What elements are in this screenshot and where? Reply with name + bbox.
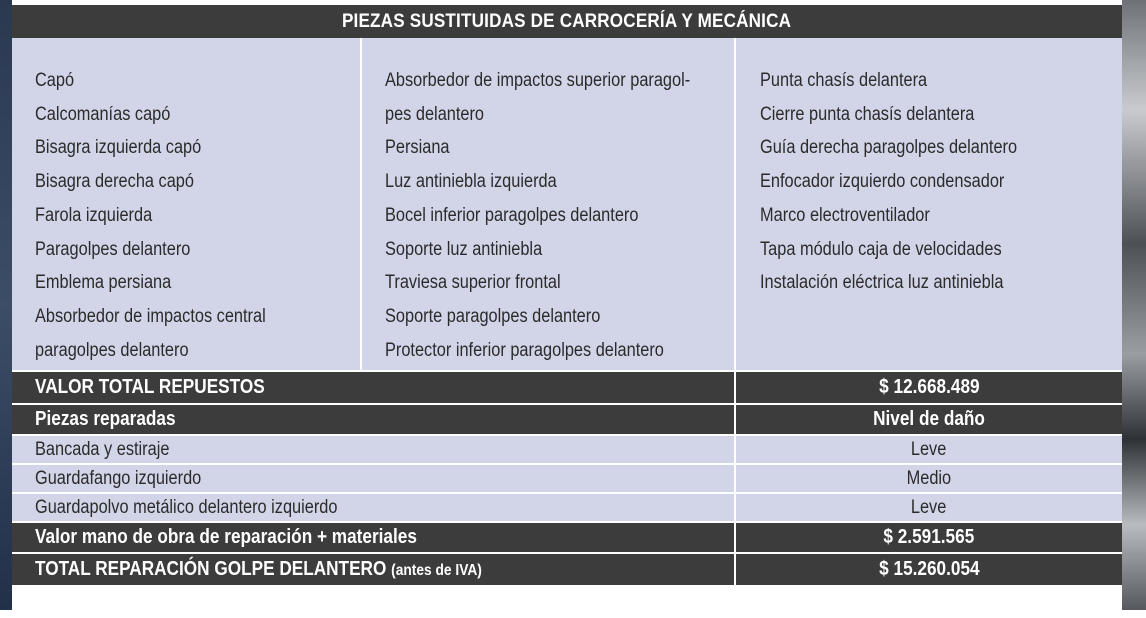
table-row: [12, 465, 1122, 494]
table-row: [12, 436, 1122, 465]
background-left-photo: [0, 0, 12, 610]
list-item: Traviesa superior frontal: [385, 272, 561, 294]
list-item: paragolpes delantero: [35, 339, 189, 361]
background-right-photo: [1122, 0, 1146, 610]
list-item: Capó: [35, 70, 75, 91]
table-row: [12, 494, 1122, 523]
list-item: Punta chasís delantera: [760, 70, 928, 91]
labor-label: Valor mano de obra de reparación + materiales: [35, 526, 417, 548]
grand-total-label-main: TOTAL REPARACIÓN GOLPE DELANTERO: [35, 558, 387, 580]
damage-level: Leve: [911, 438, 947, 460]
total-parts-row: [12, 372, 1122, 405]
grand-total-row: [12, 554, 1122, 587]
repaired-header-value: Nivel de daño: [873, 408, 985, 430]
parts-column-1: [12, 38, 362, 370]
table-title-text: PIEZAS SUSTITUIDAS DE CARROCERÍA Y MECÁNICA: [342, 10, 792, 32]
parts-table: [12, 5, 1122, 587]
labor-row: [12, 523, 1122, 554]
grand-total-value: $ 15.260.054: [878, 558, 980, 580]
list-item: Farola izquierda: [35, 204, 153, 226]
replaced-parts-section: [12, 38, 1122, 372]
total-parts-label: VALOR TOTAL REPUESTOS: [35, 376, 265, 398]
list-item: Soporte luz antiniebla: [385, 238, 543, 260]
list-item: Absorbedor de impactos central: [35, 305, 266, 327]
repaired-part-label: Guardafango izquierdo: [35, 467, 202, 489]
list-item: Bisagra derecha capó: [35, 171, 194, 193]
list-item: Paragolpes delantero: [35, 238, 191, 260]
repaired-header-row: [12, 405, 1122, 436]
damage-level: Medio: [906, 467, 952, 489]
list-item: Soporte paragolpes delantero: [385, 305, 601, 327]
list-item: Absorbedor de impactos superior paragol-: [385, 70, 691, 91]
parts-column-3: [736, 38, 1122, 370]
repaired-part-label: Guardapolvo metálico delantero izquierdo: [35, 496, 338, 518]
list-item: Cierre punta chasís delantera: [760, 103, 975, 125]
list-item: Bocel inferior paragolpes delantero: [385, 204, 639, 226]
repaired-part-label: Bancada y estiraje: [35, 438, 170, 460]
total-parts-value: $ 12.668.489: [878, 376, 980, 398]
list-item: pes delantero: [385, 103, 485, 125]
list-item: Marco electroventilador: [760, 204, 930, 226]
list-item: Guía derecha paragolpes delantero: [760, 137, 1018, 159]
list-item: Emblema persiana: [35, 272, 172, 294]
grand-total-label: [35, 558, 482, 581]
table-title: [12, 5, 1122, 38]
damage-level: Leve: [911, 496, 947, 518]
labor-value: $ 2.591.565: [883, 526, 975, 548]
list-item: Instalación eléctrica luz antiniebla: [760, 272, 1004, 294]
list-item: Tapa módulo caja de velocidades: [760, 238, 1002, 260]
list-item: Calcomanías capó: [35, 103, 171, 125]
list-item: Enfocador izquierdo condensador: [760, 171, 1005, 193]
grand-total-label-suffix: (antes de IVA): [391, 562, 482, 579]
list-item: Luz antiniebla izquierda: [385, 171, 557, 193]
list-item: Bisagra izquierda capó: [35, 137, 202, 159]
list-item: Persiana: [385, 137, 450, 159]
parts-column-2: [362, 38, 736, 370]
repaired-header-label: Piezas reparadas: [35, 408, 176, 430]
list-item: Protector inferior paragolpes delantero: [385, 339, 664, 361]
